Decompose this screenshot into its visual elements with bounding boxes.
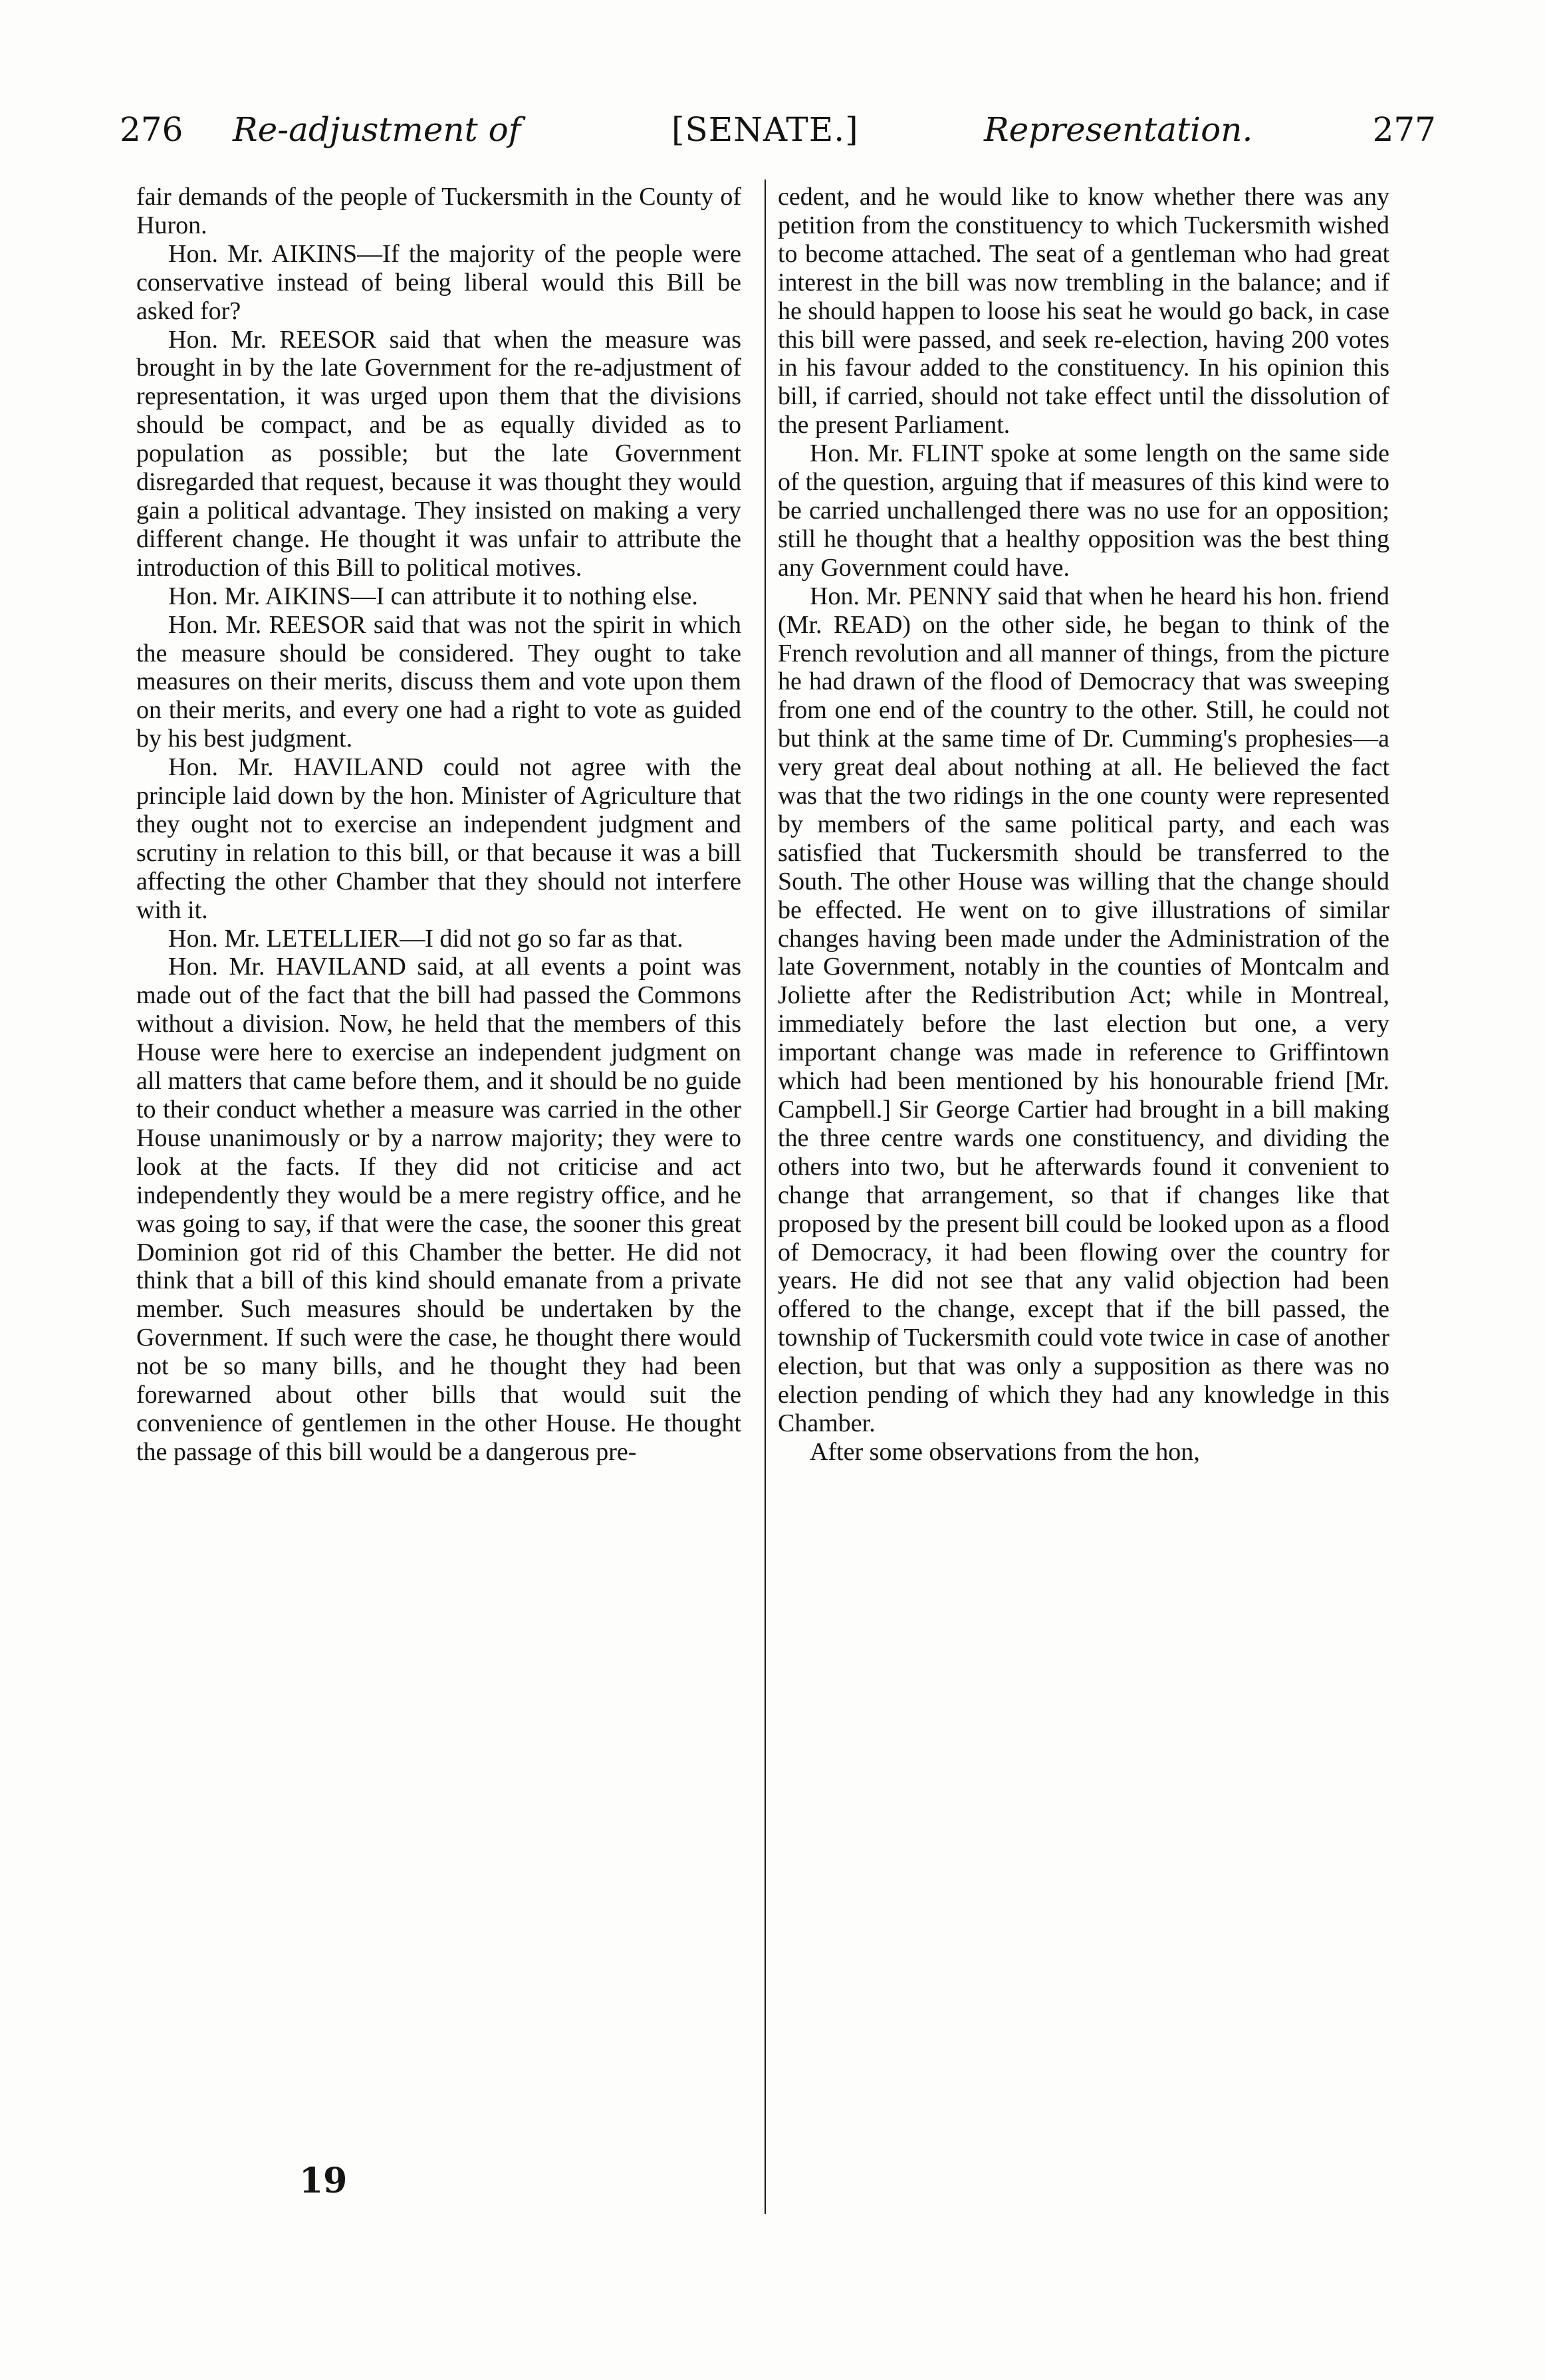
paragraph: Hon. Mr. AIKINS—If the majority of the people were conservative instead of being liberal would this Bill be asked for? [136,239,741,325]
chamber-heading: [SENATE.] [671,110,859,149]
page-header [120,100,1436,160]
paragraph: Hon. Mr. HAVILAND could not agree with the principle laid down by the hon. Minister of Agriculture that they ought not to exercise an independent judgment and scrutiny in relation to this bill, or that because it was a bill affecting the other Chamber that they should not interfere with it. [136,753,741,924]
paragraph: Hon. Mr. AIKINS—I can attribute it to nothing else. [168,582,698,610]
paragraph: Hon. Mr. HAVILAND said, at all events a point was made out of the fact that the bill had passed the Commons without a division. Now, he held that the members of this House were here to exercise an independent judgment on all matters that came before them, and it should be no guide to their conduct whether a measure was carried in the other House unanimously or by a narrow majority; they were to look at the facts. If they did not criticise and act independently they would be a mere registry office, and he was going to say, if that were the case, the sooner this great Dominion got rid of this Chamber the better. He did not think that a bill of this kind should emanate from a private member. Such measures should be undertaken by the Government. If such were the case, he thought there would not be so many bills, and he thought they had been forewarned about other bills that would suit the convenience of gentlemen in the other House. He thought the passage of this bill would be a dangerous pre- [136,953,741,1466]
left-running-title: Re-adjustment of [233,110,521,149]
column-divider [765,179,766,2214]
paragraph: fair demands of the people of Tuckersmith in the County of Huron. [136,183,741,239]
paragraph: Hon. Mr. REESOR said that was not the spirit in which the measure should be considered. They ought to take measures on their merits, discuss them and vote upon them on their merits, and every one had a right to vote as guided by his best judgment. [136,610,741,753]
right-column [778,183,1389,1467]
signature-mark: 19 [299,2161,348,2201]
paragraph: cedent, and he would like to know whether there was any petition from the constituency to which Tuckersmith wished to become attached. The seat of a gentleman who had great interest in the bill was now trembling in the balance; and if he should happen to loose his seat he would go back, in case this bill were passed, and seek re-election, having 200 votes in his favour added to the constituency. In his opinion this bill, if carried, should not take effect until the dissolution of the present Parliament. [778,183,1389,439]
paragraph: Hon. Mr. REESOR said that when the measure was brought in by the late Government for the re-adjustment of representation, it was urged upon them that the divisions should be compact, and be as equally divided as to population as possible; but the late Government disregarded that request, because it was thought they would gain a political advantage. They insisted on making a very different change. He thought it was unfair to attribute the introduction of this Bill to political motives. [136,325,741,582]
right-page-number: 277 [1372,110,1436,149]
paragraph: Hon. Mr. PENNY said that when he heard his hon. friend (Mr. READ) on the other side, he began to think of the French revolution and all manner of things, from the picture he had drawn of the flood of Democracy that was sweeping from one end of the country to the other. Still, he could not but think at the same time of Dr. Cumming's prophesies—a very great deal about nothing at all. He believed the fact was that the two ridings in the one county were represented by members of the same political party, and each was satisfied that Tuckersmith should be transferred to the South. The other House was willing that the change should be effected. He went on to give illustrations of similar changes having been made under the Administration of the late Government, notably in the counties of Montcalm and Joliette after the Redistribution Act; while in Montreal, immediately before the last election but one, a very important change was made in reference to Griffintown which had been mentioned by his honourable friend [Mr. Campbell.] Sir George Cartier had brought in a bill making the three centre wards one constituency, and dividing the others into two, but he afterwards found it convenient to change that arrangement, so that if changes like that proposed by the present bill could be looked upon as a flood of Democracy, it had been flowing over the country for years. He did not see that any valid objection had been offered to the change, except that if the bill passed, the township of Tuckersmith could vote twice in case of another election, but that was only a supposition as there was no election pending of which they had any knowledge in this Chamber. [778,582,1389,1437]
left-column [136,183,741,1467]
paragraph: Hon. Mr. FLINT spoke at some length on the same side of the question, arguing that if measures of this kind were to be carried unchallenged there was no use for an opposition; still he thought that a healthy opposition was the best thing any Government could have. [778,439,1389,582]
right-running-title: Representation. [984,110,1253,149]
left-page-number: 276 [120,110,183,149]
paragraph: After some observations from the hon, [810,1437,1200,1466]
paragraph: Hon. Mr. LETELLIER—I did not go so far as that. [168,924,683,953]
